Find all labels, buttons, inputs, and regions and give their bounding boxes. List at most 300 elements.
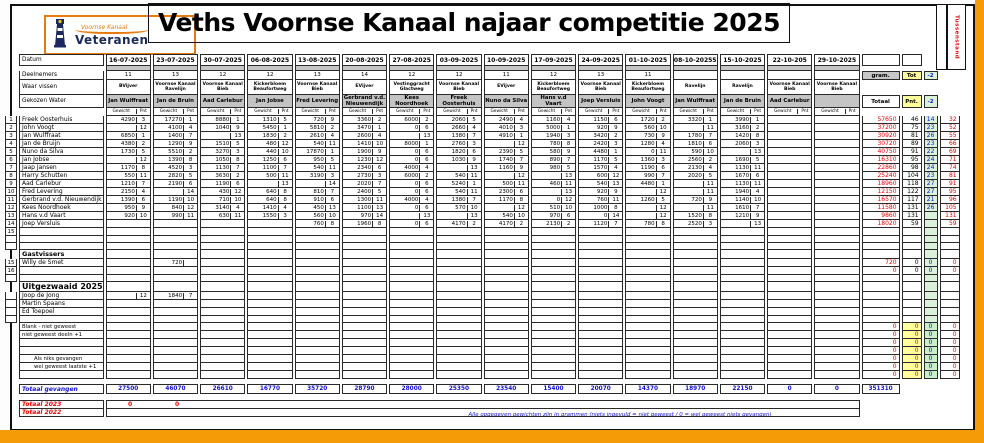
weight-points-cell[interactable]: [200, 172, 245, 180]
weight-points-cell[interactable]: [153, 355, 198, 363]
weight-points-cell[interactable]: [484, 347, 529, 355]
gewicht-value[interactable]: 1280: [640, 140, 655, 147]
gewicht-value[interactable]: 1290: [168, 140, 183, 147]
weight-points-cell[interactable]: [484, 323, 529, 331]
weight-points-cell[interactable]: [389, 164, 434, 172]
weight-points-cell[interactable]: [531, 172, 576, 180]
weight-points-cell[interactable]: [295, 259, 340, 267]
weight-points-cell[interactable]: [436, 339, 481, 347]
weight-points-cell[interactable]: [389, 363, 434, 371]
weight-points-cell[interactable]: [200, 196, 245, 204]
pnt-value[interactable]: 6: [230, 181, 244, 187]
water-cell[interactable]: Voornse Kanaal Bieb: [295, 80, 340, 95]
weight-points-cell[interactable]: [295, 275, 340, 282]
pnt-value[interactable]: 14: [608, 213, 622, 219]
standing-cell[interactable]: 0: [940, 371, 960, 379]
gewicht-value[interactable]: 1900: [357, 148, 372, 155]
weight-points-cell[interactable]: [342, 275, 387, 282]
weight-points-cell[interactable]: [436, 292, 481, 300]
pnt-value[interactable]: 7: [467, 133, 481, 139]
weight-points-cell[interactable]: [295, 188, 340, 196]
weight-points-cell[interactable]: [247, 275, 292, 282]
pnt-value[interactable]: 4: [750, 189, 764, 195]
weight-points-cell[interactable]: [814, 124, 859, 132]
weight-points-cell[interactable]: [673, 188, 718, 196]
weight-points-cell[interactable]: [153, 267, 198, 275]
weight-points-cell[interactable]: [531, 220, 576, 228]
chooser-cell[interactable]: Jan Wulffraat: [673, 95, 718, 108]
player-name[interactable]: Jaap Jansen: [19, 164, 104, 172]
pnt-value[interactable]: 13: [325, 205, 339, 211]
total-gram-cell[interactable]: [862, 300, 900, 308]
weight-points-cell[interactable]: [625, 180, 670, 188]
standing-cell[interactable]: 55: [940, 132, 960, 140]
total-gram-cell[interactable]: 25240: [862, 172, 900, 180]
standing-cell[interactable]: [940, 228, 960, 236]
weight-points-cell[interactable]: [625, 371, 670, 379]
pnt-value[interactable]: 2: [325, 125, 339, 131]
pnt-value[interactable]: 11: [703, 181, 717, 187]
weight-points-cell[interactable]: [720, 316, 765, 323]
weight-points-cell[interactable]: [814, 331, 859, 339]
dropped-points-cell[interactable]: [924, 308, 938, 316]
gewicht-value[interactable]: 1690: [735, 156, 750, 163]
weight-points-cell[interactable]: [673, 148, 718, 156]
weight-points-cell[interactable]: [106, 275, 151, 282]
weight-points-cell[interactable]: [625, 292, 670, 300]
pnt-value[interactable]: 14: [372, 213, 386, 219]
total-pnt-cell[interactable]: 117: [902, 196, 922, 204]
deelnemers-count-cell[interactable]: 13: [295, 71, 340, 80]
total-gram-cell[interactable]: [862, 308, 900, 316]
gewicht-value[interactable]: 0: [603, 212, 608, 219]
gewicht-value[interactable]: 6850: [120, 132, 135, 139]
weight-points-cell[interactable]: [153, 259, 198, 267]
weight-points-cell[interactable]: [814, 156, 859, 164]
weight-points-cell[interactable]: [673, 140, 718, 148]
gewicht-value[interactable]: 2340: [357, 164, 372, 171]
gewicht-header[interactable]: Gewicht: [632, 109, 650, 114]
pnt-header[interactable]: Pnt: [230, 109, 244, 114]
water-cell[interactable]: EVijver: [342, 80, 387, 95]
weight-points-cell[interactable]: [389, 308, 434, 316]
pnt-value[interactable]: 4: [325, 133, 339, 139]
weight-points-cell[interactable]: [578, 355, 623, 363]
pnt-value[interactable]: 5: [230, 141, 244, 147]
gewicht-value[interactable]: 630: [218, 212, 230, 219]
weight-points-cell[interactable]: [673, 164, 718, 172]
pnt-value[interactable]: 7: [183, 293, 197, 299]
weight-points-cell[interactable]: [625, 140, 670, 148]
gewicht-value[interactable]: 1190: [168, 196, 183, 203]
total-gram-cell[interactable]: 0: [862, 355, 900, 363]
gevangen-total-cell[interactable]: 15400: [531, 384, 576, 394]
gewicht-value[interactable]: 1260: [640, 196, 655, 203]
total-gram-cell[interactable]: [862, 243, 900, 250]
gewicht-value[interactable]: 1210: [120, 180, 135, 187]
pnt-header[interactable]: Pnt: [656, 109, 670, 114]
total-gram-cell[interactable]: 30920: [862, 132, 900, 140]
gewicht-value[interactable]: 1130: [215, 164, 230, 171]
gewicht-header[interactable]: Gewicht: [206, 109, 225, 114]
weight-points-cell[interactable]: [531, 308, 576, 316]
weight-points-cell[interactable]: [247, 196, 292, 204]
player-name[interactable]: Harry Schutten: [19, 172, 104, 180]
deelnemers-count-cell[interactable]: 12: [531, 71, 576, 80]
weight-points-cell[interactable]: [531, 355, 576, 363]
gevangen-total-cell[interactable]: 35720: [295, 384, 340, 394]
dropped-points-cell[interactable]: 23: [924, 124, 938, 132]
weight-points-cell[interactable]: [295, 204, 340, 212]
weight-points-cell[interactable]: [247, 172, 292, 180]
weight-points-cell[interactable]: [436, 220, 481, 228]
deelnemers-count-cell[interactable]: [673, 71, 718, 80]
pnt-value[interactable]: 11: [561, 181, 575, 187]
pnt-value[interactable]: 5: [514, 149, 528, 155]
gevangen-total-cell[interactable]: 27500: [106, 384, 151, 394]
pnt-value[interactable]: 1: [278, 125, 292, 131]
pnt-value[interactable]: 5: [183, 173, 197, 179]
pnt-value[interactable]: 10: [372, 141, 386, 147]
weight-points-cell[interactable]: [578, 250, 623, 259]
weight-points-cell[interactable]: [106, 300, 151, 308]
player-name[interactable]: Joop de Jong: [19, 292, 104, 300]
weight-points-cell[interactable]: [200, 316, 245, 323]
weight-points-cell[interactable]: [720, 204, 765, 212]
pnt-value[interactable]: 5: [372, 189, 386, 195]
weight-points-cell[interactable]: [673, 236, 718, 243]
gewicht-value[interactable]: 1120: [593, 220, 608, 227]
total-pnt-cell[interactable]: 0: [902, 259, 922, 267]
date-cell[interactable]: 01-10-2025: [625, 54, 670, 66]
weight-points-cell[interactable]: [673, 180, 718, 188]
weight-points-cell[interactable]: [247, 140, 292, 148]
weight-points-cell[interactable]: [814, 116, 859, 124]
weight-points-cell[interactable]: [625, 220, 670, 228]
water-cell[interactable]: Voornse Kanaal Bieb: [200, 80, 245, 95]
gewicht-value[interactable]: 1960: [357, 220, 372, 227]
weight-points-cell[interactable]: [436, 140, 481, 148]
pnt-value[interactable]: 1: [372, 125, 386, 131]
chooser-cell[interactable]: Aad Carlebur: [200, 95, 245, 108]
weight-points-cell[interactable]: [247, 204, 292, 212]
gewicht-value[interactable]: 910: [313, 196, 324, 203]
pnt-value[interactable]: 9: [230, 125, 244, 131]
weight-points-cell[interactable]: [295, 371, 340, 379]
weight-points-cell[interactable]: [720, 275, 765, 282]
pnt-value[interactable]: 12: [136, 293, 150, 299]
weight-points-cell[interactable]: [200, 140, 245, 148]
weight-points-cell[interactable]: [295, 172, 340, 180]
weight-points-cell[interactable]: [720, 140, 765, 148]
weight-points-cell[interactable]: [767, 196, 812, 204]
pnt-value[interactable]: 7: [325, 189, 339, 195]
weight-points-cell[interactable]: [200, 243, 245, 250]
gewicht-value[interactable]: 2060: [735, 140, 750, 147]
chooser-cell[interactable]: Jan Wulffraat: [106, 95, 151, 108]
weight-points-cell[interactable]: [578, 132, 623, 140]
weight-points-cell[interactable]: [389, 180, 434, 188]
weight-points-cell[interactable]: [106, 339, 151, 347]
gewicht-value[interactable]: 3270: [215, 148, 230, 155]
pnt-value[interactable]: 1: [419, 141, 433, 147]
gewicht-value[interactable]: 2760: [451, 140, 466, 147]
pnt-value[interactable]: 6: [656, 165, 670, 171]
pnt-value[interactable]: 8: [372, 221, 386, 227]
weight-points-cell[interactable]: [389, 347, 434, 355]
gewicht-value[interactable]: 840: [171, 204, 183, 211]
date-cell[interactable]: 27-08-2025: [389, 54, 434, 66]
pnt-value[interactable]: 3: [230, 149, 244, 155]
pnt-header[interactable]: Pnt: [797, 109, 811, 114]
gewicht-value[interactable]: 3140: [215, 204, 230, 211]
pnt-value[interactable]: 9: [608, 125, 622, 131]
deelnemers-count-cell[interactable]: 13: [578, 71, 623, 80]
weight-points-cell[interactable]: [153, 275, 198, 282]
pnt-value[interactable]: 6: [561, 213, 575, 219]
deelnemers-count-cell[interactable]: 11: [625, 71, 670, 80]
weight-points-cell[interactable]: [153, 243, 198, 250]
pnt-value[interactable]: 12: [656, 205, 670, 211]
player-name[interactable]: Fred Levering: [19, 188, 104, 196]
gewicht-value[interactable]: 500: [266, 172, 277, 179]
weight-points-cell[interactable]: [578, 331, 623, 339]
total-gram-cell[interactable]: 37200: [862, 124, 900, 132]
gewicht-value[interactable]: 0: [414, 156, 419, 163]
pnt-value[interactable]: 2: [608, 133, 622, 139]
pnt-value[interactable]: 7: [514, 157, 528, 163]
weight-points-cell[interactable]: [342, 140, 387, 148]
standing-cell[interactable]: 91: [940, 180, 960, 188]
weight-points-cell[interactable]: [436, 323, 481, 331]
weight-points-cell[interactable]: [153, 116, 198, 124]
weight-points-cell[interactable]: [673, 243, 718, 250]
weight-points-cell[interactable]: [389, 116, 434, 124]
pnt-value[interactable]: 6: [325, 197, 339, 203]
pnt-value[interactable]: 1: [514, 133, 528, 139]
gewicht-value[interactable]: 640: [266, 188, 277, 195]
gewicht-value[interactable]: 3630: [215, 172, 230, 179]
weight-points-cell[interactable]: [295, 132, 340, 140]
gewicht-value[interactable]: 17270: [164, 116, 183, 123]
pnt-value[interactable]: 13: [278, 181, 292, 187]
pnt-value[interactable]: 10: [183, 197, 197, 203]
gewicht-value[interactable]: 2150: [120, 188, 135, 195]
weight-points-cell[interactable]: [625, 259, 670, 267]
weight-points-cell[interactable]: [767, 316, 812, 323]
weight-points-cell[interactable]: [767, 228, 812, 236]
weight-points-cell[interactable]: [578, 316, 623, 323]
standing-cell[interactable]: [940, 282, 960, 292]
weight-points-cell[interactable]: [720, 124, 765, 132]
gewicht-value[interactable]: 2730: [357, 172, 372, 179]
pnt-value[interactable]: 10: [656, 125, 670, 131]
weight-points-cell[interactable]: [436, 300, 481, 308]
weight-points-cell[interactable]: [484, 243, 529, 250]
gevangen-total-cell[interactable]: 25350: [436, 384, 481, 394]
chooser-cell[interactable]: Aad Carlebur: [767, 95, 812, 108]
weight-points-cell[interactable]: [767, 300, 812, 308]
total-pnt-cell[interactable]: 122: [902, 188, 922, 196]
weight-points-cell[interactable]: [106, 116, 151, 124]
weight-points-cell[interactable]: [200, 180, 245, 188]
weight-points-cell[interactable]: [153, 156, 198, 164]
gewicht-value[interactable]: 1130: [735, 164, 750, 171]
water-cell[interactable]: Voornse Kanaal Bieb: [436, 80, 481, 95]
pnt-value[interactable]: 6: [419, 181, 433, 187]
weight-points-cell[interactable]: [247, 316, 292, 323]
pnt-value[interactable]: 3: [136, 117, 150, 123]
weight-points-cell[interactable]: [295, 339, 340, 347]
weight-points-cell[interactable]: [578, 236, 623, 243]
gewicht-pnt-header-cell[interactable]: [673, 108, 718, 116]
gevangen-total-cell[interactable]: 46070: [153, 384, 198, 394]
deelnemers-count-cell[interactable]: 14: [342, 71, 387, 80]
standing-cell[interactable]: 71: [940, 156, 960, 164]
gewicht-header[interactable]: Gewicht: [301, 109, 319, 114]
total-pnt-cell[interactable]: 59: [902, 220, 922, 228]
total-pnt-cell[interactable]: 0: [902, 347, 922, 355]
gewicht-value[interactable]: 4380: [120, 140, 135, 147]
weight-points-cell[interactable]: [720, 308, 765, 316]
weight-points-cell[interactable]: [436, 196, 481, 204]
weight-points-cell[interactable]: [389, 323, 434, 331]
standing-cell[interactable]: 81: [940, 172, 960, 180]
gewicht-value[interactable]: 4290: [120, 116, 135, 123]
weight-points-cell[interactable]: [625, 243, 670, 250]
player-name[interactable]: Jan Jobse: [19, 156, 104, 164]
pnt-value[interactable]: 7: [750, 205, 764, 211]
gevangen-total-cell[interactable]: 16770: [247, 384, 292, 394]
weight-points-cell[interactable]: [625, 282, 670, 292]
pnt-header[interactable]: Pnt: [514, 109, 528, 114]
weight-points-cell[interactable]: [342, 180, 387, 188]
weight-points-cell[interactable]: [673, 172, 718, 180]
weight-points-cell[interactable]: [625, 363, 670, 371]
pnt-value[interactable]: 5: [278, 117, 292, 123]
weight-points-cell[interactable]: [814, 164, 859, 172]
gewicht-value[interactable]: 6000: [404, 172, 419, 179]
gewicht-value[interactable]: 4000: [404, 196, 419, 203]
dropped-points-cell[interactable]: 27: [924, 180, 938, 188]
weight-points-cell[interactable]: [531, 316, 576, 323]
pnt-value[interactable]: 8: [750, 133, 764, 139]
weight-points-cell[interactable]: [342, 250, 387, 259]
pnt-value[interactable]: 12: [514, 141, 528, 147]
weight-points-cell[interactable]: [484, 236, 529, 243]
gevangen-total-cell[interactable]: 22150: [720, 384, 765, 394]
total-pnt-cell[interactable]: 131: [902, 204, 922, 212]
pnt-value[interactable]: 8: [278, 189, 292, 195]
gewicht-value[interactable]: 6000: [404, 116, 419, 123]
weight-points-cell[interactable]: [342, 156, 387, 164]
pnt-value[interactable]: 8: [183, 157, 197, 163]
weight-points-cell[interactable]: [814, 250, 859, 259]
gewicht-value[interactable]: 1780: [687, 132, 702, 139]
gewicht-value[interactable]: 1360: [640, 156, 655, 163]
water-cell[interactable]: Ravelijn: [720, 80, 765, 95]
weight-points-cell[interactable]: [720, 212, 765, 220]
total-pnt-cell[interactable]: [902, 236, 922, 243]
weight-points-cell[interactable]: [814, 363, 859, 371]
weight-points-cell[interactable]: [389, 132, 434, 140]
weight-points-cell[interactable]: [436, 228, 481, 236]
weight-points-cell[interactable]: [625, 132, 670, 140]
pnt-value[interactable]: 11: [325, 141, 339, 147]
total-gram-cell[interactable]: 12150: [862, 188, 900, 196]
weight-points-cell[interactable]: [436, 316, 481, 323]
gewicht-value[interactable]: 3420: [593, 132, 608, 139]
gewicht-value[interactable]: 3160: [735, 124, 750, 131]
pnt-header[interactable]: Pnt: [845, 109, 859, 114]
pnt-header[interactable]: Pnt: [467, 109, 481, 114]
weight-points-cell[interactable]: [531, 124, 576, 132]
weight-points-cell[interactable]: [247, 292, 292, 300]
gewicht-value[interactable]: 1040: [215, 124, 230, 131]
weight-points-cell[interactable]: [767, 275, 812, 282]
standing-cell[interactable]: [940, 236, 960, 243]
weight-points-cell[interactable]: [673, 292, 718, 300]
pnt-value[interactable]: 13: [561, 173, 575, 179]
weight-points-cell[interactable]: [389, 140, 434, 148]
weight-points-cell[interactable]: [531, 116, 576, 124]
gewicht-value[interactable]: 2060: [451, 116, 466, 123]
total-pnt-cell[interactable]: [902, 308, 922, 316]
weight-points-cell[interactable]: [531, 371, 576, 379]
gewicht-value[interactable]: 450: [313, 204, 324, 211]
pnt-value[interactable]: 13: [750, 149, 764, 155]
deelnemers-count-cell[interactable]: [767, 71, 812, 80]
weight-points-cell[interactable]: [625, 347, 670, 355]
pnt-value[interactable]: 3: [325, 173, 339, 179]
weight-points-cell[interactable]: [200, 282, 245, 292]
gevangen-total-cell[interactable]: 20070: [578, 384, 623, 394]
weight-points-cell[interactable]: [767, 347, 812, 355]
pnt-value[interactable]: 3: [750, 141, 764, 147]
pnt-value[interactable]: 4: [419, 165, 433, 171]
weight-points-cell[interactable]: [295, 282, 340, 292]
gewicht-value[interactable]: 1720: [640, 116, 655, 123]
weight-points-cell[interactable]: [106, 180, 151, 188]
pnt-value[interactable]: 3: [372, 173, 386, 179]
dropped-points-cell[interactable]: 26: [924, 204, 938, 212]
standing-cell[interactable]: 69: [940, 148, 960, 156]
weight-points-cell[interactable]: [625, 308, 670, 316]
weight-points-cell[interactable]: [389, 243, 434, 250]
pnt-value[interactable]: 1: [703, 117, 717, 123]
pnt-value[interactable]: 1: [136, 133, 150, 139]
weight-points-cell[interactable]: [436, 124, 481, 132]
total-gram-cell[interactable]: 0: [862, 347, 900, 355]
weight-points-cell[interactable]: [200, 292, 245, 300]
weight-points-cell[interactable]: [578, 156, 623, 164]
pnt-value[interactable]: 3: [608, 141, 622, 147]
gewicht-pnt-header-cell[interactable]: [200, 108, 245, 116]
total-pnt-cell[interactable]: 0: [902, 323, 922, 331]
total-pnt-cell[interactable]: [902, 250, 922, 259]
gewicht-value[interactable]: 1940: [546, 132, 561, 139]
gewicht-value[interactable]: 440: [266, 148, 277, 155]
weight-points-cell[interactable]: [625, 316, 670, 323]
weight-points-cell[interactable]: [295, 347, 340, 355]
weight-points-cell[interactable]: [247, 347, 292, 355]
weight-points-cell[interactable]: [814, 300, 859, 308]
weight-points-cell[interactable]: [436, 371, 481, 379]
weight-points-cell[interactable]: [342, 243, 387, 250]
weight-points-cell[interactable]: [625, 212, 670, 220]
gewicht-header[interactable]: Gewicht: [773, 109, 792, 114]
gewicht-value[interactable]: 1230: [357, 156, 372, 163]
